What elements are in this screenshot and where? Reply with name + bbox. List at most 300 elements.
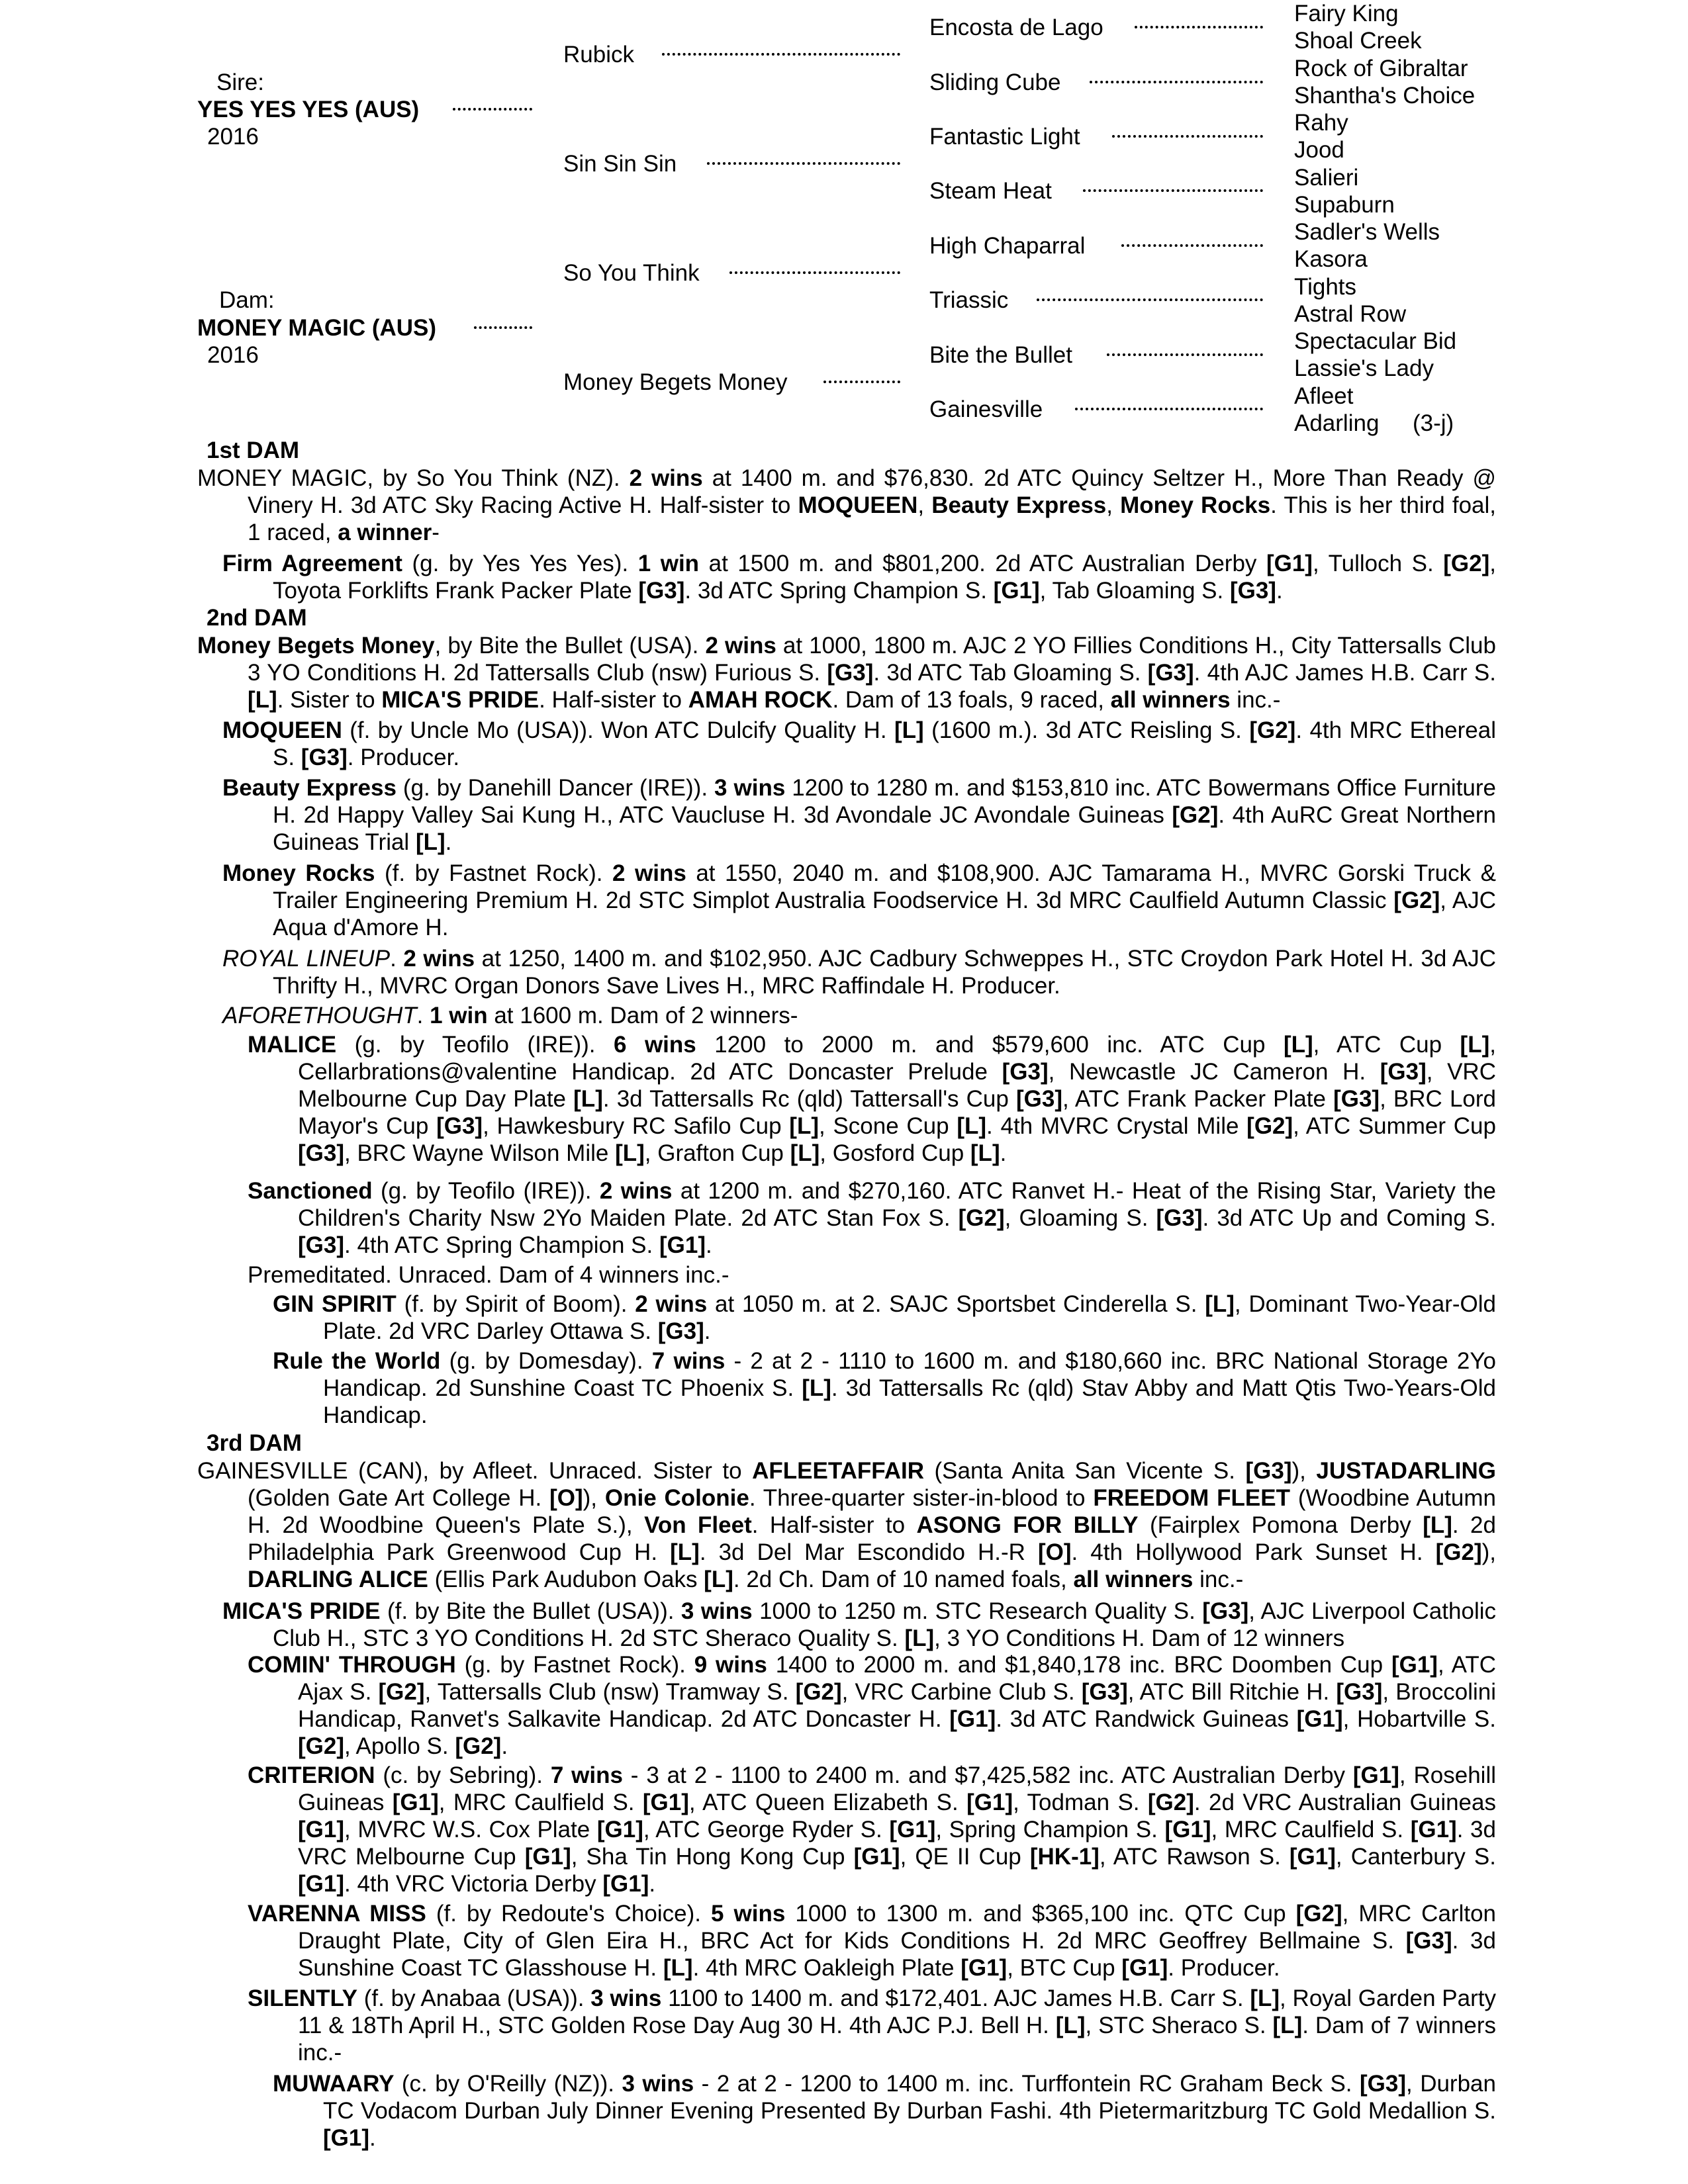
gen2-3: So You Think [563,260,700,286]
text-run: [G3] [1245,1458,1292,1484]
text-run: [G3] [1016,1086,1062,1112]
text-run: . Half-sister to [751,1512,917,1538]
text-run: [O] [549,1485,583,1511]
gen4-16: Adarling [1294,410,1380,436]
text-run: Von Fleet [644,1512,752,1538]
entry-sanctioned [248,1177,1496,1259]
text-run: inc.- [1230,687,1281,713]
text-run: [L] [704,1567,733,1592]
text-run: . 4th VRC Victoria Derby [344,1871,603,1897]
gen2-2: Sin Sin Sin [563,151,677,177]
text-run: (f. by Uncle Mo (USA)). Won ATC Dulcify Quality H. [342,717,894,743]
entry-money-begets-money [197,632,1496,713]
entry-varenna-miss [248,1900,1496,1981]
text-run: . 4th MRC Ethereal S. [273,717,1496,770]
text-run: [G1] [1296,1706,1343,1732]
text-run: , BTC Cup [1007,1955,1122,1981]
text-run: MUWAARY [273,2071,395,2097]
text-run: . [704,1318,711,1344]
text-run: , Todman S. [1013,1790,1148,1815]
text-run: . Sister to [277,687,382,713]
text-run: (f. by Spirit of Boom). [396,1291,635,1317]
text-run: [G1] [961,1955,1008,1981]
text-run: Firm Agreement [222,551,402,576]
text-run: 7 wins [550,1762,623,1788]
text-run: [L] [415,829,445,855]
text-run: , Gosford Cup [820,1140,970,1166]
gen3-7: Bite the Bullet [929,342,1072,368]
text-run: at 1000, 1800 m. AJC 2 YO Fillies Conditions H., City Tattersalls Club 3 YO Conditions H. 2d Tattersalls Club (nsw) Furious S. [248,633,1496,686]
text-run: (g. by Teofilo (IRE)). [372,1178,600,1204]
text-run: [G1] [323,2125,369,2151]
text-run: ), [583,1485,605,1511]
text-run: all winners [1073,1567,1194,1592]
text-run: . [369,2125,376,2151]
text-run: [G3] [298,1232,344,1258]
text-run: . 2d Philadelphia Park Greenwood Cup H. [248,1512,1496,1565]
text-run: [L] [663,1955,693,1981]
text-run: Onie Colonie [604,1485,749,1511]
sire-label: Sire: [216,69,264,95]
gen4-12: Astral Row [1294,301,1407,327]
entry-gainesville [197,1457,1496,1593]
text-run: , MVRC W.S. Cox Plate [344,1817,597,1843]
text-run: , ATC Cup [1313,1032,1460,1058]
text-run: [G2] [378,1679,425,1705]
text-run: [G2] [958,1205,1005,1231]
text-run: , by Bite the Bullet (USA). [434,633,706,659]
dam-leader [474,326,532,329]
text-run: MICA'S PRIDE [222,1598,381,1624]
gen2-3-leader [729,271,900,274]
text-run: all winners [1110,687,1231,713]
text-run: [G3] [1380,1059,1427,1085]
text-run: , VRC Carbine Club S. [841,1679,1082,1705]
gen3-4-leader [1083,189,1263,192]
gen2-4: Money Begets Money [563,369,788,395]
entry-aforethought [222,1002,1496,1029]
text-run: , Dominant Two-Year-Old Plate. 2d VRC Darley Ottawa S. [323,1291,1497,1344]
text-run: [G3] [657,1318,704,1344]
text-run: , [1106,492,1121,518]
entry-comin-through [248,1651,1496,1760]
gen3-3: Fantastic Light [929,124,1080,150]
text-run: , Tattersalls Club (nsw) Tramway S. [424,1679,796,1705]
text-run: , 3 YO Conditions H. Dam of 12 winners [934,1625,1345,1651]
gen4-4: Shantha's Choice [1294,83,1476,109]
text-run: . Dam of 7 winners inc.- [298,2013,1496,2066]
text-run: . [445,829,452,855]
text-run: [L] [957,1113,987,1139]
text-run: , ATC Summer Cup [1293,1113,1496,1139]
text-run: FREEDOM FLEET [1093,1485,1290,1511]
text-run: - 3 at 2 - 1100 to 2400 m. and $7,425,582 inc. ATC Australian Derby [622,1762,1353,1788]
text-run: , MRC Caulfield S. [1211,1817,1411,1843]
text-run: . [649,1871,656,1897]
text-run: . 4th AuRC Great Northern Guineas Trial [273,802,1496,855]
text-run: [HK-1] [1029,1844,1100,1870]
text-run: [G3] [301,745,348,770]
dam-year: 2016 [207,342,259,368]
text-run: [L] [615,1140,645,1166]
gen4-3: Rock of Gibraltar [1294,56,1468,81]
entry-money-magic [197,465,1496,546]
text-run: (c. by Sebring). [375,1762,551,1788]
text-run: , Grafton Cup [644,1140,790,1166]
gen3-1: Encosta de Lago [929,15,1103,40]
gen3-6: Triassic [929,287,1009,313]
text-run: , ATC Ajax S. [298,1652,1497,1705]
section-1st-dam: 1st DAM [207,437,300,463]
text-run: [G1] [1121,1955,1168,1981]
text-run: [G2] [1295,1901,1342,1927]
text-run: COMIN' THROUGH [248,1652,456,1678]
entry-gin-spirit [273,1291,1496,1345]
gen4-15: Afleet [1294,383,1354,409]
text-run: SILENTLY [248,1985,357,2011]
text-run: Beauty Express [931,492,1107,518]
text-run: [G1] [602,1871,649,1897]
gen4-1: Fairy King [1294,1,1399,26]
text-run: , ATC Bill Ritchie H. [1127,1679,1336,1705]
text-run: [G1] [659,1232,706,1258]
text-run: [G1] [1352,1762,1399,1788]
text-run: [L] [894,717,924,743]
text-run: (g. by Teofilo (IRE)). [336,1032,614,1058]
text-run: , STC Sheraco S. [1085,2013,1273,2038]
text-run: . [1276,578,1283,604]
text-run: . 3d Sunshine Coast TC Glasshouse H. [298,1928,1496,1981]
gen4-5: Rahy [1294,110,1348,136]
text-run: 1400 to 2000 m. and $1,840,178 inc. BRC Doomben Cup [767,1652,1391,1678]
text-run: [L] [790,1140,820,1166]
text-run: [G1] [993,578,1040,604]
text-run: , MRC Caulfield S. [438,1790,643,1815]
text-run: [G1] [392,1790,439,1815]
text-run: . Three-quarter sister-in-blood to [749,1485,1094,1511]
text-run: [G2] [455,1733,502,1759]
gen3-5: High Chaparral [929,233,1086,259]
text-run: . Producer. [347,745,460,770]
text-run: [G1] [1266,551,1313,576]
entry-micas-pride [222,1598,1496,1652]
text-run: 1200 to 2000 m. and $579,600 inc. ATC Cup [696,1032,1284,1058]
sire-name: YES YES YES (AUS) [197,97,420,122]
text-run: CRITERION [248,1762,375,1788]
text-run: . [1000,1140,1007,1166]
text-run: [G1] [1289,1844,1336,1870]
text-run: , MRC Carlton Draught Plate, City of Glen Eira H., BRC Act for Kids Conditions H. 2d MRC Geoffrey Bellmaine S. [298,1901,1497,1954]
text-run: . 2d VRC Australian Guineas [1194,1790,1496,1815]
sire-year: 2016 [207,124,259,150]
text-run: at 1200 m. and $270,160. ATC Ranvet H.- Heat of the Rising Star, Variety the Children's Charity Nsw 2Yo Maiden Plate. 2d ATC Stan Fox S. [298,1178,1497,1231]
text-run: [L] [1250,1985,1280,2011]
text-run: . 4th Hollywood Park Sunset H. [1071,1539,1436,1565]
text-run: ), [1481,1539,1497,1565]
gen4-10: Kasora [1294,246,1368,272]
text-run: [L] [1055,2013,1086,2038]
text-run: [G1] [1410,1817,1457,1843]
text-run: . [416,1003,430,1028]
sire-leader [453,108,532,111]
text-run: (g. by Fastnet Rock). [455,1652,694,1678]
text-run: [G1] [853,1844,900,1870]
text-run: [L] [904,1625,935,1651]
section-3rd-dam: 3rd DAM [207,1430,302,1456]
text-run: [L] [789,1113,819,1139]
text-run: 7 wins [651,1348,726,1374]
text-run: . 4th ATC Spring Champion S. [344,1232,659,1258]
text-run: , Canterbury S. [1335,1844,1497,1870]
text-run: GIN SPIRIT [273,1291,397,1317]
text-run: 3 wins [680,1598,753,1624]
text-run: [G1] [1164,1817,1211,1843]
text-run: (g. by Danehill Dancer (IRE)). [396,775,715,801]
text-run: . 3d VRC Melbourne Cup [298,1817,1496,1870]
text-run: [G3] [827,660,874,686]
text-run: ROYAL LINEUP [222,946,391,972]
text-run: , Cellarbrations@valentine Handicap. 2d ATC Doncaster Prelude [298,1032,1496,1085]
text-run: [G2] [1443,551,1490,576]
text-run: , Hobartville S. [1342,1706,1497,1732]
text-run: (Woodbine Autumn H. 2d Woodbine Queen's Plate S.), [248,1485,1496,1538]
gen4-13: Spectacular Bid [1294,328,1457,354]
gen3-2-leader [1090,81,1263,83]
text-run: [G1] [642,1790,689,1815]
text-run: [L] [573,1086,603,1112]
text-run: [L] [248,687,277,713]
text-run: AFORETHOUGHT [222,1003,417,1028]
text-run: DARLING ALICE [248,1567,428,1592]
gen3-5-leader [1121,244,1263,247]
text-run: [G1] [889,1817,936,1843]
entry-money-rocks [222,860,1496,941]
text-run: MOQUEEN [798,492,918,518]
text-run: . [705,1232,712,1258]
text-run: , ATC Rawson S. [1099,1844,1289,1870]
text-run: . 4th MVRC Crystal Mile [986,1113,1247,1139]
text-run: (f. by Redoute's Choice). [426,1901,712,1927]
text-run: . Half-sister to [539,687,688,713]
text-run: . 3d Tattersalls Rc (qld) Tattersall's Cup [602,1086,1016,1112]
gen2-1: Rubick [563,42,634,68]
text-run: , Spring Champion S. [935,1817,1165,1843]
text-run: [G2] [1435,1539,1482,1565]
text-run: at 1250, 1400 m. and $102,950. AJC Cadbury Schweppes H., STC Croydon Park Hotel H. 3d AJC Thrifty H., MVRC Organ Donors Save Lives H., MRC Raffindale H. Producer. [273,946,1497,999]
dam-name: MONEY MAGIC (AUS) [197,315,437,341]
text-run: 1 win [430,1003,488,1028]
text-run: Rule the World [273,1348,441,1374]
text-run: [G1] [1391,1652,1438,1678]
gen3-4: Steam Heat [929,178,1052,204]
text-run: [G3] [1081,1679,1128,1705]
text-run: , AJC Aqua d'Amore H. [273,887,1496,940]
text-run: (f. by Fastnet Rock). [375,860,612,886]
text-run: (1600 m.). 3d ATC Reisling S. [923,717,1250,743]
text-run: (Ellis Park Audubon Oaks [428,1567,704,1592]
entry-criterion [248,1762,1496,1897]
text-run: MOQUEEN [222,717,342,743]
gen4-8: Supaburn [1294,192,1395,218]
text-run: at 1600 m. Dam of 2 winners- [487,1003,798,1028]
text-run: 1000 to 1300 m. and $365,100 inc. QTC Cup [785,1901,1296,1927]
text-run: 2 wins [705,633,776,659]
text-run: (f. by Anabaa (USA)). [357,1985,591,2011]
text-run: [L] [1205,1291,1235,1317]
gen4-11: Tights [1294,274,1357,300]
text-run: [G3] [1360,2071,1406,2097]
text-run: (f. by Bite the Bullet (USA)). [380,1598,681,1624]
gen4-6: Jood [1294,137,1344,163]
text-run: . [501,1733,508,1759]
text-run: [O] [1037,1539,1072,1565]
text-run: Premeditated. Unraced. Dam of 4 winners inc.- [248,1262,729,1288]
text-run: [G3] [1333,1086,1380,1112]
text-run: [L] [1460,1032,1490,1058]
text-run: [G2] [1172,802,1219,828]
text-run: [G3] [298,1140,344,1166]
text-run: [G2] [1246,1113,1293,1139]
gen4-14: Lassie's Lady [1294,355,1434,381]
text-run: (c. by O'Reilly (NZ)). [394,2071,622,2097]
text-run: [G3] [436,1113,483,1139]
text-run: 2 wins [599,1178,673,1204]
text-run: at 1550, 2040 m. and $108,900. AJC Tamarama H., MVRC Gorski Truck & Trailer Engineering Premium H. 2d STC Simplot Australia Foodservice H. 3d MRC Caulfield Autumn Classic [273,860,1496,913]
text-run: [G2] [1393,887,1440,913]
dam-label: Dam: [219,287,275,313]
text-run: 3 wins [622,2071,694,2097]
text-run: , Broccolini Handicap, Ranvet's Salkavite Handicap. 2d ATC Doncaster H. [298,1679,1496,1732]
gen2-2-leader [707,162,900,165]
text-run: [L] [670,1539,700,1565]
text-run: , Royal Garden Party 11 & 18Th April H., STC Golden Rose Day Aug 30 H. 4th AJC P.J. Bell H. [298,1985,1496,2038]
text-run: [G3] [1156,1205,1203,1231]
text-run: AFLEETAFFAIR [752,1458,924,1484]
text-run: , AJC Liverpool Catholic Club H., STC 3 YO Conditions H. 2d STC Sheraco Quality S. [273,1598,1496,1651]
entry-rule-the-world [273,1347,1496,1429]
text-run: [G1] [524,1844,571,1870]
text-run: , Rosehill Guineas [298,1762,1496,1815]
text-run: 5 wins [711,1901,786,1927]
text-run: [G1] [949,1706,996,1732]
text-run: 1200 to 1280 m. and $153,810 inc. ATC Bowermans Office Furniture H. 2d Happy Valley Sai Kung H., ATC Vaucluse H. 3d Avondale JC Avondale Guineas [273,775,1497,828]
gen3-1-leader [1135,26,1263,28]
text-run: . 3d ATC Tab Gloaming S. [873,660,1148,686]
text-run: - [432,520,440,545]
text-run: GAINESVILLE (CAN), by Afleet. Unraced. Sister to [197,1458,753,1484]
text-run: , Gloaming S. [1004,1205,1156,1231]
text-run: [L] [1283,1032,1313,1058]
text-run: . Producer. [1168,1955,1280,1981]
text-run: 9 wins [694,1652,767,1678]
text-run: [G3] [1002,1059,1049,1085]
text-run: . 3d ATC Up and Coming S. [1202,1205,1497,1231]
entry-moqueen [222,717,1496,771]
text-run: MONEY MAGIC, by So You Think (NZ). [197,465,630,491]
text-run: [L] [1423,1512,1452,1538]
text-run: , ATC Frank Packer Plate [1062,1086,1334,1112]
text-run: [L] [970,1140,1000,1166]
text-run: at 1050 m. at 2. SAJC Sportsbet Cinderella S. [707,1291,1205,1317]
text-run: . 4th MRC Oakleigh Plate [692,1955,961,1981]
text-run: ASONG FOR BILLY [916,1512,1139,1538]
text-run: at 1500 m. and $801,200. 2d ATC Australian Derby [699,551,1266,576]
text-run: 1 win [637,551,700,576]
text-run: [L] [802,1375,831,1401]
text-run: 2 wins [612,860,686,886]
text-run: . 2d Ch. Dam of 10 named foals, [733,1567,1074,1592]
text-run: VARENNA MISS [248,1901,426,1927]
text-run: , Apollo S. [344,1733,455,1759]
text-run: , [917,492,932,518]
text-run: (Fairplex Pomona Derby [1138,1512,1423,1538]
text-run: 2 wins [629,465,703,491]
text-run: [G2] [298,1733,344,1759]
text-run: Beauty Express [222,775,397,801]
text-run: - 2 at 2 - 1110 to 1600 m. and $180,660 inc. BRC National Storage 2Yo Handicap. 2d Sunshine Coast TC Phoenix S. [323,1348,1496,1401]
text-run: MALICE [248,1032,337,1058]
text-run: [G1] [298,1871,344,1897]
gen4-9: Sadler's Wells [1294,219,1440,245]
entry-silently [248,1985,1496,2066]
text-run: JUSTADARLING [1316,1458,1496,1484]
text-run: (Santa Anita San Vicente S. [923,1458,1246,1484]
text-run: [L] [1272,2013,1303,2038]
text-run: . 3d ATC Randwick Guineas [996,1706,1297,1732]
text-run: [G1] [966,1790,1013,1815]
text-run: , BRC Lord Mayor's Cup [298,1086,1497,1139]
text-run: , ATC George Ryder S. [643,1817,890,1843]
text-run: , QE II Cup [900,1844,1030,1870]
text-run: , Tab Gloaming S. [1039,578,1230,604]
entry-firm-agreement [222,550,1496,604]
text-run: [G1] [298,1817,344,1843]
text-run: , Sha Tin Hong Kong Cup [571,1844,854,1870]
gen3-6-leader [1037,298,1263,301]
text-run: 1100 to 1400 m. and $172,401. AJC James H.B. Carr S. [661,1985,1250,2011]
entry-muwaary [273,2070,1496,2152]
text-run: MICA'S PRIDE [381,687,539,713]
gen2-4-leader [823,381,900,383]
text-run: [G2] [1147,1790,1194,1815]
text-run: [G3] [1202,1598,1249,1624]
text-run: , Hawkesbury RC Safilo Cup [483,1113,790,1139]
text-run: (g. by Yes Yes Yes). [402,551,638,576]
text-run: [G2] [795,1679,842,1705]
text-run: , Scone Cup [819,1113,957,1139]
text-run: ), [1291,1458,1317,1484]
text-run: , VRC Melbourne Cup Day Plate [298,1059,1496,1112]
text-run: , ATC Queen Elizabeth S. [688,1790,967,1815]
text-run: [G3] [638,578,685,604]
gen4-7: Salieri [1294,165,1359,191]
entry-malice [248,1031,1496,1167]
text-run: [G3] [1229,578,1276,604]
section-2nd-dam: 2nd DAM [207,605,307,631]
text-run: a winner [338,520,432,545]
text-run: . 3d Tattersalls Rc (qld) Stav Abby and Matt Qtis Two-Years-Old Handicap. [323,1375,1496,1428]
text-run: [G1] [596,1817,643,1843]
gen2-1-leader [662,53,900,56]
text-run: . Dam of 13 foals, 9 raced, [832,687,1111,713]
text-run: - 2 at 2 - 1200 to 1400 m. inc. Turffontein RC Graham Beck S. [694,2071,1360,2097]
text-run: AMAH ROCK [688,687,833,713]
text-run: 3 wins [590,1985,662,2011]
entry-royal-lineup [222,945,1496,999]
text-run: , Toyota Forklifts Frank Packer Plate [273,551,1496,604]
text-run: [G3] [1405,1928,1452,1954]
text-run: , Durban TC Vodacom Durban July Dinner Evening Presented By Durban Fashi. 4th Pietermaritzburg TC Gold Medallion S. [323,2071,1496,2124]
